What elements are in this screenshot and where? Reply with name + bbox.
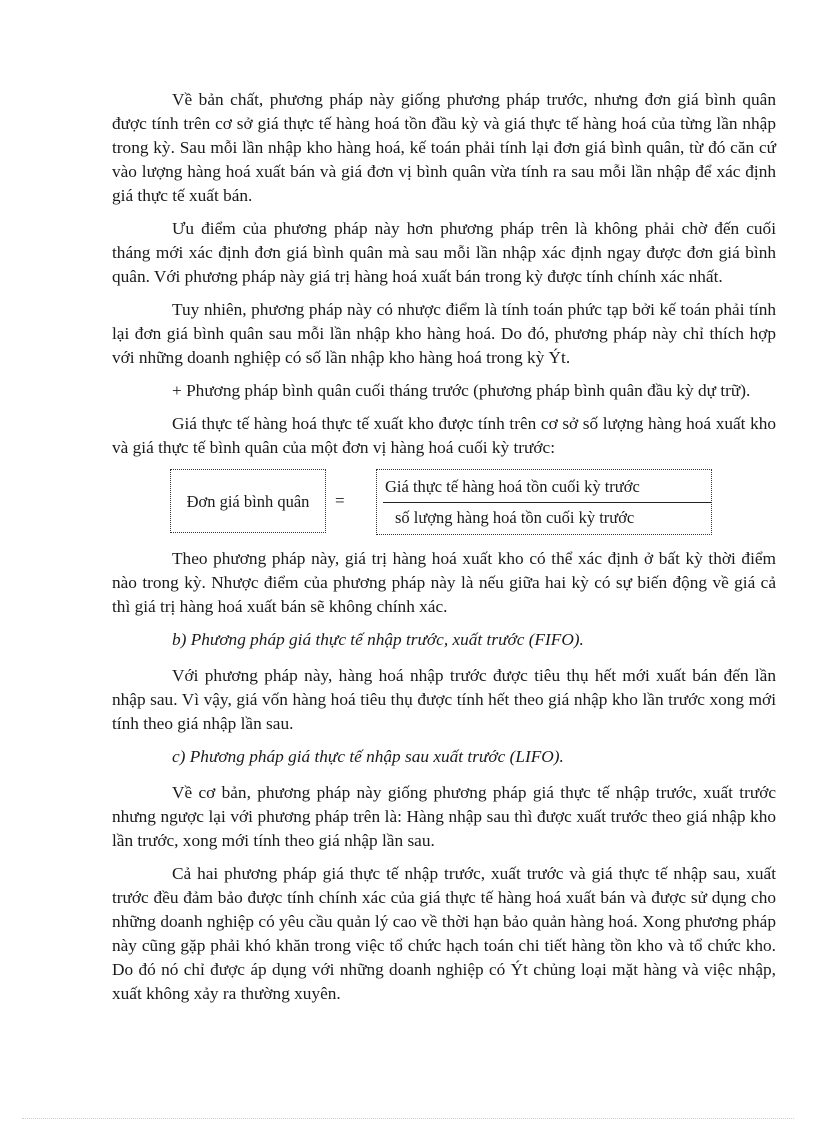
footer-divider [22, 1118, 794, 1119]
paragraph-disadvantage: Tuy nhiên, phương pháp này có nhược điểm là tính toán phức tạp bởi kế toán phải tính lại đơn giá bình quân sau mỗi lần nhập kho hàng hoá. Do đó, phương pháp này chỉ thích hợp với những doanh nghiệp có số lần nhập kho hàng hoá trong kỳ Ýt. [112, 300, 776, 367]
formula-left-box: Đơn giá bình quân [170, 469, 326, 533]
average-price-formula [112, 469, 776, 541]
document-page [112, 88, 776, 1015]
fraction-line [383, 502, 711, 503]
heading-fifo: b) Phương pháp giá thực tế nhập trước, xuất trước (FIFO). [172, 630, 584, 649]
paragraph-lifo-description: Về cơ bản, phương pháp này giống phương pháp giá thực tế nhập trước, xuất trước nhưng ngược lại với phương pháp trên là: Hàng nhập sau thì được xuất trước theo giá nhập kho lần trước, xong mới tính theo giá nhập lần sau. [112, 783, 776, 850]
formula-numerator: Giá thực tế hàng hoá tồn cuối kỳ trước [385, 477, 640, 496]
formula-equals-sign: = [335, 491, 345, 510]
paragraph-fifo-lifo-comparison: Cả hai phương pháp giá thực tế nhập trước, xuất trước và giá thực tế nhập sau, xuất trước đều đảm bảo được tính chính xác của giá thực tế hàng hoá xuất bán và được sử dụng cho những doanh nghiệp có yêu cầu quản lý cao về thời hạn bảo quản hàng hoá. Xong phương pháp này cũng gặp phải khó khăn trong việc tổ chức hạch toán chi tiết hàng tồn kho và tổ chức kho. Do đó nó chỉ được áp dụng với những doanh nghiệp có Ýt chủng loại mặt hàng và việc nhập, xuất không xảy ra thường xuyên. [112, 864, 776, 1003]
paragraph-advantage: Ưu điểm của phương pháp này hơn phương pháp trên là không phải chờ đến cuối tháng mới xác định đơn giá bình quân mà sau mỗi lần nhập xác định ngay được đơn giá bình quân. Với phương pháp này giá trị hàng hoá xuất bán trong kỳ được tính chính xác nhất. [112, 219, 776, 286]
formula-denominator: số lượng hàng hoá tồn cuối kỳ trước [395, 508, 635, 527]
paragraph-fifo-description: Với phương pháp này, hàng hoá nhập trước được tiêu thụ hết mới xuất bán đến lần nhập sau. Vì vậy, giá vốn hàng hoá tiêu thụ được tính hết theo giá nhập kho lần trước xong mới tính theo giá nhập lần sau. [112, 666, 776, 733]
formula-fraction-box [376, 469, 712, 535]
paragraph-previous-month-method: + Phương pháp bình quân cuối tháng trước (phương pháp bình quân đầu kỳ dự trữ). [172, 381, 751, 400]
paragraph-actual-price-basis: Giá thực tế hàng hoá thực tế xuất kho được tính trên cơ sở số lượng hàng hoá xuất kho và giá thực tế bình quân của một đơn vị hàng hoá cuối kỳ trước: [112, 414, 776, 457]
paragraph-method-evaluation: Theo phương pháp này, giá trị hàng hoá xuất kho có thể xác định ở bất kỳ thời điểm nào trong kỳ. Nhược điểm của phương pháp này là nếu giữa hai kỳ có sự biến động về giá cả thì giá trị hàng hoá xuất bán sẽ không chính xác. [112, 549, 776, 616]
heading-lifo: c) Phương pháp giá thực tế nhập sau xuất trước (LIFO). [172, 747, 564, 766]
paragraph-average-method-nature: Về bản chất, phương pháp này giống phương pháp trước, nhưng đơn giá bình quân được tính trên cơ sở giá thực tế hàng hoá tồn đầu kỳ và giá thực tế hàng hoá của từng lần nhập trong kỳ. Sau mỗi lần nhập kho hàng hoá, kế toán phải tính lại đơn giá bình quân, từ đó căn cứ vào lượng hàng hoá xuất bán và giá đơn vị bình quân vừa tính ra sau mỗi lần nhập để xác định giá thực tế xuất bán. [112, 90, 776, 205]
